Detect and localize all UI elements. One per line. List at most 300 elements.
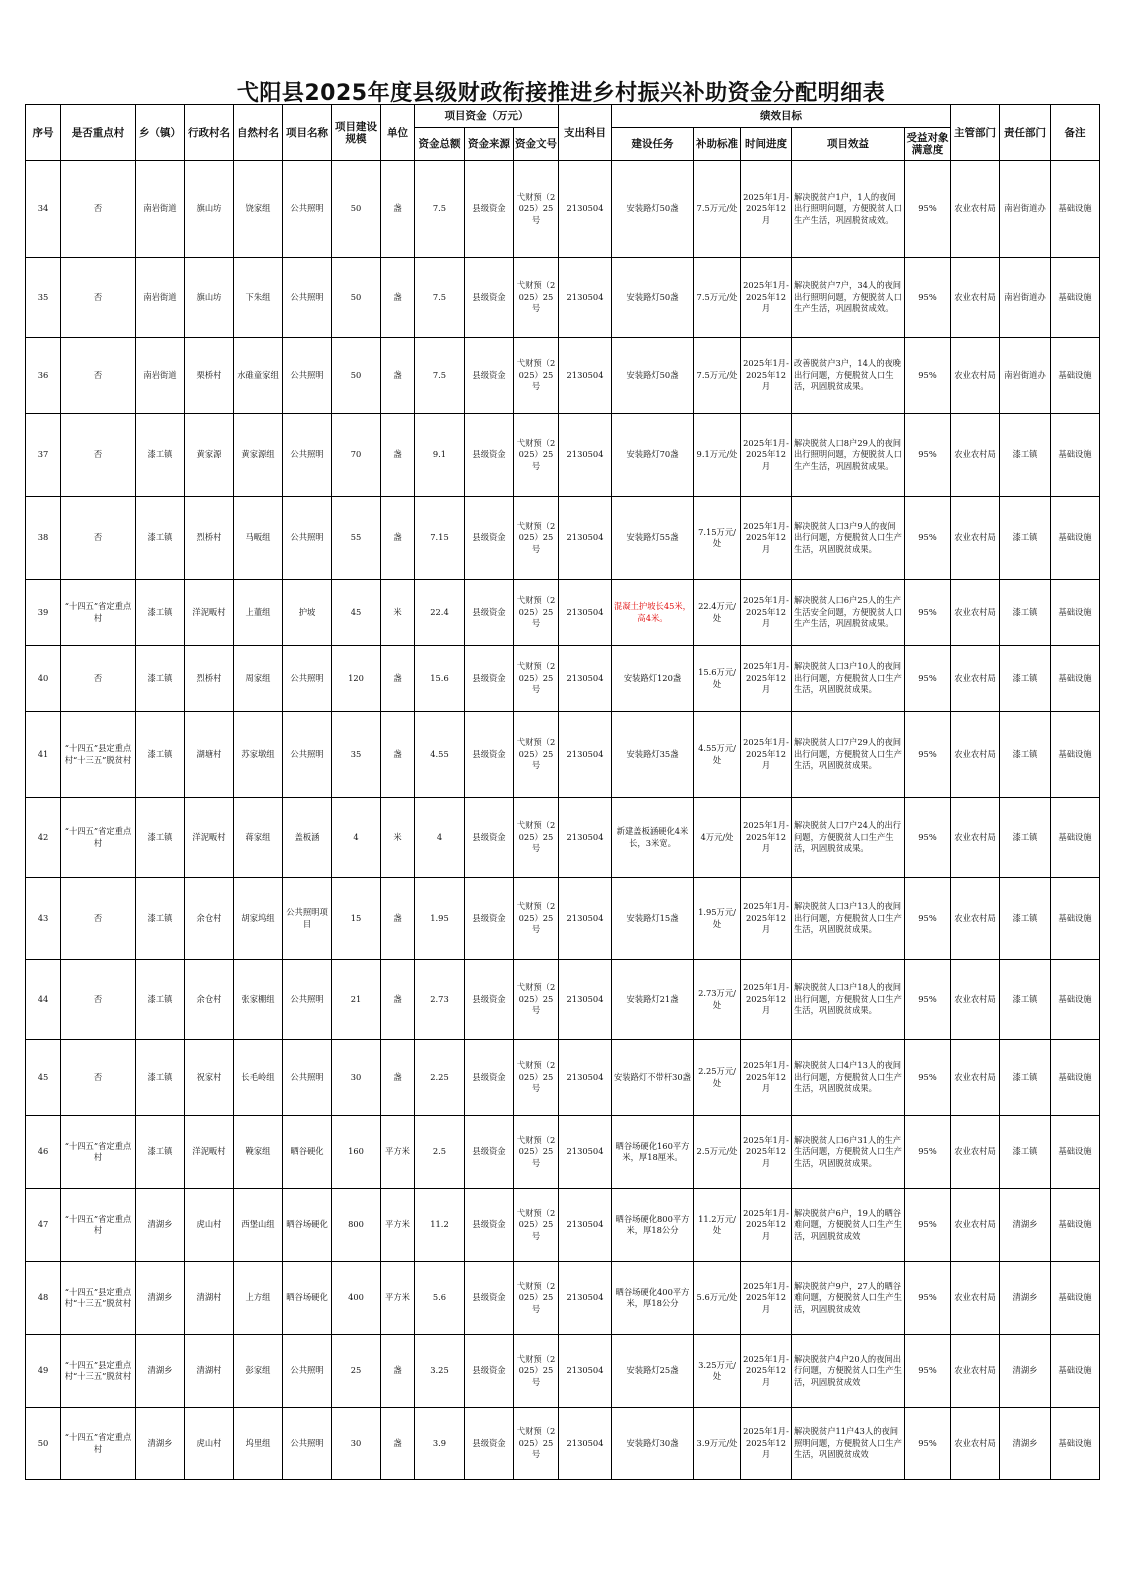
cell-subject: 2130504 — [559, 960, 612, 1040]
table-row — [26, 960, 1100, 1040]
cell-schedule: 2025年1月-2025年12月 — [741, 1335, 792, 1408]
cell-town: 清湖乡 — [136, 1189, 185, 1262]
cell-project-name: 公共照明 — [283, 497, 332, 580]
cell-funds-doc: 弋财预（2025）25号 — [514, 580, 559, 646]
cell-key-village: 否 — [61, 1040, 136, 1116]
cell-seq: 48 — [26, 1262, 61, 1335]
cell-subsidy: 2.25万元/处 — [694, 1040, 741, 1116]
cell-natural-village: 上方组 — [234, 1262, 283, 1335]
cell-satisfaction: 95% — [905, 338, 951, 414]
cell-scale: 25 — [332, 1335, 381, 1408]
cell-benefit: 解决脱贫人口3户9人的夜间出行问题，方便脱贫人口生产生活，巩固脱贫成果。 — [792, 497, 905, 580]
cell-unit: 盏 — [381, 258, 415, 338]
cell-dept-main: 农业农村局 — [951, 1335, 1000, 1408]
cell-benefit: 解决脱贫人口6户25人的生产生活安全问题，方便脱贫人口生产生活，巩固脱贫成果。 — [792, 580, 905, 646]
cell-subject: 2130504 — [559, 1262, 612, 1335]
cell-funds-source: 县级资金 — [465, 338, 514, 414]
cell-dept-main: 农业农村局 — [951, 497, 1000, 580]
header-project-name: 项目名称 — [283, 105, 332, 161]
cell-subject: 2130504 — [559, 1408, 612, 1480]
cell-dept-main: 农业农村局 — [951, 712, 1000, 798]
cell-admin-village: 祝家村 — [185, 1040, 234, 1116]
cell-dept-resp: 清湖乡 — [1000, 1262, 1051, 1335]
cell-funds-source: 县级资金 — [465, 1189, 514, 1262]
cell-funds-doc: 弋财预（2025）25号 — [514, 497, 559, 580]
cell-dept-main: 农业农村局 — [951, 1408, 1000, 1480]
header-dept-main: 主管部门 — [951, 105, 1000, 161]
cell-subsidy: 11.2万元/处 — [694, 1189, 741, 1262]
cell-subject: 2130504 — [559, 878, 612, 960]
cell-natural-village: 西堡山组 — [234, 1189, 283, 1262]
cell-town: 漆工镇 — [136, 646, 185, 712]
cell-dept-resp: 漆工镇 — [1000, 1040, 1051, 1116]
cell-satisfaction: 95% — [905, 960, 951, 1040]
cell-seq: 37 — [26, 414, 61, 497]
cell-seq: 41 — [26, 712, 61, 798]
cell-unit: 米 — [381, 580, 415, 646]
cell-task: 安装路灯50盏 — [612, 338, 694, 414]
cell-schedule: 2025年1月-2025年12月 — [741, 580, 792, 646]
cell-funds-doc: 弋财预（2025）25号 — [514, 712, 559, 798]
cell-dept-resp: 南岩街道办 — [1000, 258, 1051, 338]
cell-subject: 2130504 — [559, 1116, 612, 1189]
table-row — [26, 580, 1100, 646]
cell-dept-main: 农业农村局 — [951, 1116, 1000, 1189]
cell-project-name: 盖板涵 — [283, 798, 332, 878]
cell-seq: 50 — [26, 1408, 61, 1480]
cell-funds-source: 县级资金 — [465, 161, 514, 258]
cell-funds-doc: 弋财预（2025）25号 — [514, 414, 559, 497]
table-row — [26, 497, 1100, 580]
cell-subject: 2130504 — [559, 646, 612, 712]
table-row — [26, 712, 1100, 798]
cell-schedule: 2025年1月-2025年12月 — [741, 960, 792, 1040]
cell-admin-village: 洋泥畈村 — [185, 580, 234, 646]
cell-dept-main: 农业农村局 — [951, 161, 1000, 258]
cell-natural-village: 下朱组 — [234, 258, 283, 338]
cell-key-village: “十四五”省定重点村 — [61, 798, 136, 878]
cell-admin-village: 烈桥村 — [185, 497, 234, 580]
cell-benefit: 解决脱贫户4户20人的夜间出行问题，方便脱贫人口生产生活，巩固脱贫成效 — [792, 1335, 905, 1408]
cell-funds-source: 县级资金 — [465, 712, 514, 798]
cell-town: 清湖乡 — [136, 1335, 185, 1408]
header-natural-village: 自然村名 — [234, 105, 283, 161]
cell-key-village: 否 — [61, 960, 136, 1040]
cell-remark: 基础设施 — [1051, 497, 1100, 580]
cell-funds-total: 22.4 — [415, 580, 465, 646]
header-funds-doc: 资金文号 — [514, 128, 559, 161]
cell-funds-total: 7.15 — [415, 497, 465, 580]
cell-key-village: 否 — [61, 161, 136, 258]
cell-scale: 45 — [332, 580, 381, 646]
cell-funds-total: 2.5 — [415, 1116, 465, 1189]
cell-funds-total: 15.6 — [415, 646, 465, 712]
cell-schedule: 2025年1月-2025年12月 — [741, 338, 792, 414]
cell-key-village: “十四五”省定重点村 — [61, 1116, 136, 1189]
cell-admin-village: 洋泥畈村 — [185, 1116, 234, 1189]
cell-remark: 基础设施 — [1051, 1335, 1100, 1408]
cell-project-name: 公共照明 — [283, 414, 332, 497]
cell-project-name: 公共照明 — [283, 338, 332, 414]
header-benefit: 项目效益 — [792, 128, 905, 161]
cell-funds-source: 县级资金 — [465, 580, 514, 646]
cell-scale: 30 — [332, 1040, 381, 1116]
cell-funds-total: 4 — [415, 798, 465, 878]
cell-unit: 盏 — [381, 878, 415, 960]
cell-scale: 55 — [332, 497, 381, 580]
cell-scale: 4 — [332, 798, 381, 878]
table-row — [26, 646, 1100, 712]
cell-satisfaction: 95% — [905, 798, 951, 878]
cell-dept-resp: 漆工镇 — [1000, 712, 1051, 798]
cell-dept-resp: 南岩街道办 — [1000, 338, 1051, 414]
cell-town: 清湖乡 — [136, 1408, 185, 1480]
cell-scale: 160 — [332, 1116, 381, 1189]
cell-town: 漆工镇 — [136, 878, 185, 960]
cell-town: 南岩街道 — [136, 161, 185, 258]
cell-dept-resp: 漆工镇 — [1000, 580, 1051, 646]
cell-natural-village: 周家组 — [234, 646, 283, 712]
cell-seq: 38 — [26, 497, 61, 580]
cell-dept-resp: 漆工镇 — [1000, 646, 1051, 712]
cell-dept-resp: 漆工镇 — [1000, 497, 1051, 580]
cell-key-village: “十四五”县定重点村“十三五”脱贫村 — [61, 1335, 136, 1408]
cell-satisfaction: 95% — [905, 1408, 951, 1480]
cell-seq: 43 — [26, 878, 61, 960]
cell-seq: 44 — [26, 960, 61, 1040]
cell-scale: 50 — [332, 161, 381, 258]
cell-schedule: 2025年1月-2025年12月 — [741, 1040, 792, 1116]
cell-funds-total: 3.25 — [415, 1335, 465, 1408]
cell-key-village: 否 — [61, 497, 136, 580]
header-performance-group: 绩效目标 — [612, 105, 951, 128]
cell-unit: 盏 — [381, 1408, 415, 1480]
cell-scale: 35 — [332, 712, 381, 798]
cell-dept-main: 农业农村局 — [951, 798, 1000, 878]
cell-remark: 基础设施 — [1051, 338, 1100, 414]
cell-dept-main: 农业农村局 — [951, 878, 1000, 960]
cell-funds-source: 县级资金 — [465, 1262, 514, 1335]
cell-satisfaction: 95% — [905, 414, 951, 497]
cell-dept-main: 农业农村局 — [951, 1189, 1000, 1262]
cell-remark: 基础设施 — [1051, 161, 1100, 258]
cell-remark: 基础设施 — [1051, 580, 1100, 646]
cell-subsidy: 7.15万元/处 — [694, 497, 741, 580]
cell-funds-doc: 弋财预（2025）25号 — [514, 1262, 559, 1335]
cell-natural-village: 水碓童家组 — [234, 338, 283, 414]
cell-scale: 400 — [332, 1262, 381, 1335]
cell-scale: 70 — [332, 414, 381, 497]
cell-benefit: 解决脱贫户1户，1人的夜间出行照明问题，方便脱贫人口生产生活，巩固脱贫成效。 — [792, 161, 905, 258]
cell-dept-resp: 漆工镇 — [1000, 878, 1051, 960]
cell-task: 晒谷场硬化800平方米，厚18公分 — [612, 1189, 694, 1262]
header-subject: 支出科目 — [559, 105, 612, 161]
cell-satisfaction: 95% — [905, 1335, 951, 1408]
cell-unit: 平方米 — [381, 1189, 415, 1262]
table-row — [26, 258, 1100, 338]
cell-dept-resp: 清湖乡 — [1000, 1335, 1051, 1408]
cell-key-village: 否 — [61, 646, 136, 712]
document-title: 弋阳县2025年度县级财政衔接推进乡村振兴补助资金分配明细表 — [236, 81, 886, 106]
cell-funds-doc: 弋财预（2025）25号 — [514, 1116, 559, 1189]
cell-schedule: 2025年1月-2025年12月 — [741, 712, 792, 798]
table-row — [26, 1040, 1100, 1116]
cell-funds-total: 4.55 — [415, 712, 465, 798]
cell-dept-resp: 南岩街道办 — [1000, 161, 1051, 258]
cell-subject: 2130504 — [559, 161, 612, 258]
cell-funds-source: 县级资金 — [465, 1408, 514, 1480]
cell-unit: 盏 — [381, 414, 415, 497]
cell-remark: 基础设施 — [1051, 1116, 1100, 1189]
cell-admin-village: 黄家源 — [185, 414, 234, 497]
cell-task: 安装路灯21盏 — [612, 960, 694, 1040]
cell-benefit: 解决脱贫人口3户10人的夜间出行问题，方便脱贫人口生产生活，巩固脱贫成果。 — [792, 646, 905, 712]
cell-dept-main: 农业农村局 — [951, 1262, 1000, 1335]
header-schedule: 时间进度 — [741, 128, 792, 161]
cell-unit: 盏 — [381, 497, 415, 580]
cell-unit: 盏 — [381, 1040, 415, 1116]
cell-key-village: “十四五”省定重点村 — [61, 580, 136, 646]
cell-town: 漆工镇 — [136, 497, 185, 580]
cell-unit: 米 — [381, 798, 415, 878]
cell-benefit: 解决脱贫人口7户24人的出行问题，方便脱贫人口生产生活，巩固脱贫成果。 — [792, 798, 905, 878]
cell-subsidy: 5.6万元/处 — [694, 1262, 741, 1335]
cell-scale: 800 — [332, 1189, 381, 1262]
cell-schedule: 2025年1月-2025年12月 — [741, 646, 792, 712]
cell-benefit: 改善脱贫户3户，14人的夜晚出行问题，方便脱贫人口生活，巩固脱贫成果。 — [792, 338, 905, 414]
cell-town: 漆工镇 — [136, 1040, 185, 1116]
cell-task: 安装路灯25盏 — [612, 1335, 694, 1408]
cell-schedule: 2025年1月-2025年12月 — [741, 1408, 792, 1480]
header-task: 建设任务 — [612, 128, 694, 161]
cell-key-village: “十四五”县定重点村“十三五”脱贫村 — [61, 1262, 136, 1335]
cell-funds-source: 县级资金 — [465, 960, 514, 1040]
cell-unit: 盏 — [381, 960, 415, 1040]
table-row — [26, 1189, 1100, 1262]
cell-benefit: 解决脱贫人口7户29人的夜间出行问题，方便脱贫人口生产生活，巩固脱贫成果。 — [792, 712, 905, 798]
cell-satisfaction: 95% — [905, 1189, 951, 1262]
cell-task: 晒谷场硬化160平方米，厚18厘米。 — [612, 1116, 694, 1189]
cell-dept-resp: 漆工镇 — [1000, 960, 1051, 1040]
cell-project-name: 公共照明 — [283, 712, 332, 798]
cell-scale: 120 — [332, 646, 381, 712]
cell-scale: 50 — [332, 338, 381, 414]
cell-task: 安装路灯30盏 — [612, 1408, 694, 1480]
cell-town: 漆工镇 — [136, 798, 185, 878]
table-row — [26, 1408, 1100, 1480]
cell-funds-doc: 弋财预（2025）25号 — [514, 161, 559, 258]
cell-town: 南岩街道 — [136, 258, 185, 338]
cell-schedule: 2025年1月-2025年12月 — [741, 1262, 792, 1335]
cell-dept-main: 农业农村局 — [951, 646, 1000, 712]
cell-schedule: 2025年1月-2025年12月 — [741, 878, 792, 960]
cell-admin-village: 栗桥村 — [185, 338, 234, 414]
cell-subject: 2130504 — [559, 580, 612, 646]
cell-funds-total: 7.5 — [415, 258, 465, 338]
table-body — [26, 161, 1100, 1480]
cell-subject: 2130504 — [559, 1040, 612, 1116]
cell-funds-source: 县级资金 — [465, 258, 514, 338]
cell-natural-village: 张家棚组 — [234, 960, 283, 1040]
cell-natural-village: 鞔家组 — [234, 1116, 283, 1189]
cell-task: 安装路灯35盏 — [612, 712, 694, 798]
cell-key-village: “十四五”省定重点村 — [61, 1408, 136, 1480]
cell-dept-main: 农业农村局 — [951, 258, 1000, 338]
cell-schedule: 2025年1月-2025年12月 — [741, 1116, 792, 1189]
cell-funds-doc: 弋财预（2025）25号 — [514, 878, 559, 960]
cell-remark: 基础设施 — [1051, 960, 1100, 1040]
cell-subsidy: 7.5万元/处 — [694, 258, 741, 338]
cell-project-name: 公共照明 — [283, 1408, 332, 1480]
cell-benefit: 解决脱贫户6户，19人的晒谷难问题，方便脱贫人口生产生活，巩固脱贫成效 — [792, 1189, 905, 1262]
header-seq: 序号 — [26, 105, 61, 161]
cell-satisfaction: 95% — [905, 712, 951, 798]
cell-subject: 2130504 — [559, 497, 612, 580]
cell-satisfaction: 95% — [905, 878, 951, 960]
cell-project-name: 公共照明 — [283, 161, 332, 258]
cell-admin-village: 虎山村 — [185, 1408, 234, 1480]
cell-admin-village: 旗山坊 — [185, 258, 234, 338]
cell-schedule: 2025年1月-2025年12月 — [741, 414, 792, 497]
table-row — [26, 1262, 1100, 1335]
cell-funds-total: 11.2 — [415, 1189, 465, 1262]
cell-dept-main: 农业农村局 — [951, 580, 1000, 646]
cell-unit: 盏 — [381, 1335, 415, 1408]
cell-town: 漆工镇 — [136, 960, 185, 1040]
cell-schedule: 2025年1月-2025年12月 — [741, 258, 792, 338]
cell-dept-main: 农业农村局 — [951, 338, 1000, 414]
table-row — [26, 1335, 1100, 1408]
cell-subject: 2130504 — [559, 414, 612, 497]
cell-satisfaction: 95% — [905, 1040, 951, 1116]
cell-key-village: 否 — [61, 338, 136, 414]
cell-natural-village: 坞里组 — [234, 1408, 283, 1480]
cell-key-village: “十四五”省定重点村 — [61, 1189, 136, 1262]
cell-remark: 基础设施 — [1051, 1040, 1100, 1116]
cell-satisfaction: 95% — [905, 258, 951, 338]
cell-key-village: 否 — [61, 414, 136, 497]
cell-seq: 47 — [26, 1189, 61, 1262]
cell-natural-village: 黄家源组 — [234, 414, 283, 497]
cell-dept-main: 农业农村局 — [951, 960, 1000, 1040]
cell-benefit: 解决脱贫人口8户29人的夜间出行照明问题，方便脱贫人口生产生活，巩固脱贫成果。 — [792, 414, 905, 497]
cell-natural-village: 马畈组 — [234, 497, 283, 580]
cell-funds-doc: 弋财预（2025）25号 — [514, 258, 559, 338]
cell-dept-resp: 清湖乡 — [1000, 1189, 1051, 1262]
header-funds-total: 资金总额 — [415, 128, 465, 161]
cell-scale: 50 — [332, 258, 381, 338]
cell-task: 混凝土护坡长45米，高4米。 — [612, 580, 694, 646]
cell-project-name: 公共照明 — [283, 960, 332, 1040]
cell-funds-source: 县级资金 — [465, 878, 514, 960]
cell-funds-doc: 弋财预（2025）25号 — [514, 960, 559, 1040]
cell-unit: 盏 — [381, 646, 415, 712]
cell-task: 新建盖板涵硬化4米长，3米宽。 — [612, 798, 694, 878]
table-row — [26, 414, 1100, 497]
cell-task: 安装路灯70盏 — [612, 414, 694, 497]
cell-funds-doc: 弋财预（2025）25号 — [514, 646, 559, 712]
cell-schedule: 2025年1月-2025年12月 — [741, 161, 792, 258]
cell-subsidy: 15.6万元/处 — [694, 646, 741, 712]
cell-subject: 2130504 — [559, 258, 612, 338]
cell-subsidy: 2.73万元/处 — [694, 960, 741, 1040]
cell-seq: 45 — [26, 1040, 61, 1116]
cell-dept-resp: 清湖乡 — [1000, 1408, 1051, 1480]
cell-scale: 21 — [332, 960, 381, 1040]
cell-task: 安装路灯不带杆30盏 — [612, 1040, 694, 1116]
cell-admin-village: 旗山坊 — [185, 161, 234, 258]
cell-admin-village: 清湖村 — [185, 1262, 234, 1335]
cell-funds-source: 县级资金 — [465, 497, 514, 580]
cell-key-village: 否 — [61, 878, 136, 960]
cell-subsidy: 3.25万元/处 — [694, 1335, 741, 1408]
cell-subsidy: 4.55万元/处 — [694, 712, 741, 798]
cell-schedule: 2025年1月-2025年12月 — [741, 798, 792, 878]
cell-natural-village: 胡家坞组 — [234, 878, 283, 960]
table-row — [26, 798, 1100, 878]
cell-funds-total: 3.9 — [415, 1408, 465, 1480]
cell-town: 南岩街道 — [136, 338, 185, 414]
cell-subsidy: 7.5万元/处 — [694, 338, 741, 414]
cell-task: 安装路灯55盏 — [612, 497, 694, 580]
header-remark: 备注 — [1051, 105, 1100, 161]
cell-subject: 2130504 — [559, 338, 612, 414]
cell-seq: 40 — [26, 646, 61, 712]
cell-satisfaction: 95% — [905, 497, 951, 580]
cell-funds-source: 县级资金 — [465, 646, 514, 712]
cell-benefit: 解决脱贫人口6户31人的生产生活问题，方便脱贫人口生产生活，巩固脱贫成果。 — [792, 1116, 905, 1189]
header-satisfaction: 受益对象满意度 — [905, 128, 951, 161]
cell-satisfaction: 95% — [905, 580, 951, 646]
cell-admin-village: 烈桥村 — [185, 646, 234, 712]
cell-task: 晒谷场硬化400平方米，厚18公分 — [612, 1262, 694, 1335]
cell-unit: 盏 — [381, 338, 415, 414]
cell-admin-village: 湖塘村 — [185, 712, 234, 798]
cell-scale: 30 — [332, 1408, 381, 1480]
cell-unit: 平方米 — [381, 1262, 415, 1335]
cell-subsidy: 1.95万元/处 — [694, 878, 741, 960]
cell-project-name: 公共照明项目 — [283, 878, 332, 960]
cell-project-name: 晒谷场硬化 — [283, 1189, 332, 1262]
cell-funds-doc: 弋财预（2025）25号 — [514, 1335, 559, 1408]
cell-town: 清湖乡 — [136, 1262, 185, 1335]
header-dept-resp: 责任部门 — [1000, 105, 1051, 161]
cell-subsidy: 7.5万元/处 — [694, 161, 741, 258]
cell-project-name: 公共照明 — [283, 1040, 332, 1116]
cell-remark: 基础设施 — [1051, 1408, 1100, 1480]
header-funds-source: 资金来源 — [465, 128, 514, 161]
table-row — [26, 1116, 1100, 1189]
cell-natural-village: 彭家组 — [234, 1335, 283, 1408]
cell-town: 漆工镇 — [136, 580, 185, 646]
cell-subsidy: 2.5万元/处 — [694, 1116, 741, 1189]
cell-benefit: 解决脱贫人口3户18人的夜间出行问题，方便脱贫人口生产生活，巩固脱贫成果。 — [792, 960, 905, 1040]
cell-funds-doc: 弋财预（2025）25号 — [514, 1189, 559, 1262]
cell-funds-doc: 弋财预（2025）25号 — [514, 338, 559, 414]
cell-remark: 基础设施 — [1051, 1262, 1100, 1335]
cell-seq: 49 — [26, 1335, 61, 1408]
cell-subsidy: 4万元/处 — [694, 798, 741, 878]
cell-benefit: 解决脱贫人口4户13人的夜间出行问题，方便脱贫人口生产生活，巩固脱贫成果。 — [792, 1040, 905, 1116]
cell-project-name: 护坡 — [283, 580, 332, 646]
cell-benefit: 解决脱贫户11户43人的夜间照明问题，方便脱贫人口生产生活，巩固脱贫成效 — [792, 1408, 905, 1480]
header-subsidy: 补助标准 — [694, 128, 741, 161]
cell-remark: 基础设施 — [1051, 646, 1100, 712]
cell-town: 漆工镇 — [136, 414, 185, 497]
cell-admin-village: 清湖村 — [185, 1335, 234, 1408]
cell-natural-village: 苏家墩组 — [234, 712, 283, 798]
cell-admin-village: 余仓村 — [185, 878, 234, 960]
